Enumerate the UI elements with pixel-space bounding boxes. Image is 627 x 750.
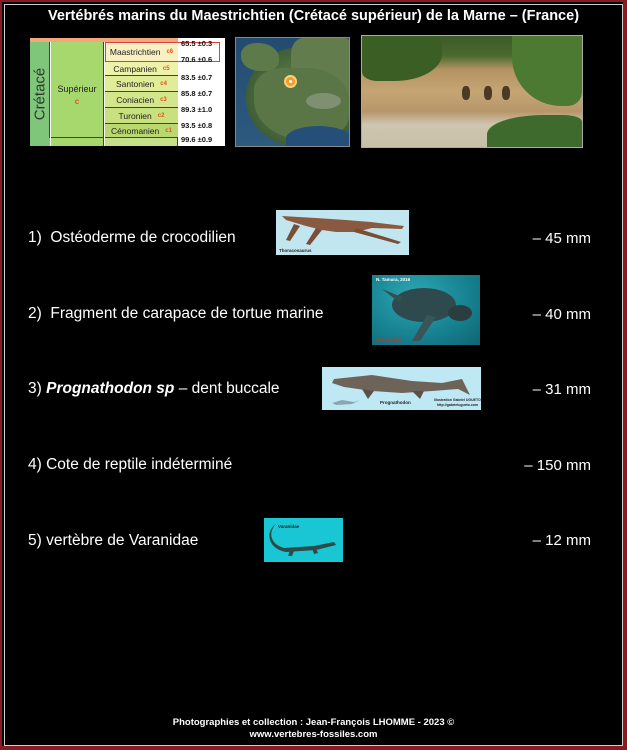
stage-code: c6 bbox=[166, 48, 174, 55]
item-text: – dent buccale bbox=[174, 380, 280, 397]
fossil-item-1-label bbox=[28, 229, 236, 247]
photo-cavity bbox=[462, 86, 470, 100]
location-marker-icon bbox=[284, 75, 297, 88]
thumb-credit: N. Tamura, 2016 bbox=[376, 277, 411, 282]
stage-code: c4 bbox=[160, 80, 167, 87]
item-number: 2) bbox=[28, 305, 42, 322]
fossil-item-3-label bbox=[28, 380, 280, 398]
stage-code: c5 bbox=[162, 65, 170, 72]
stage-label: Coniacien bbox=[116, 94, 155, 105]
age-value: 99.6 ±0.9 bbox=[181, 135, 213, 144]
age-value: 83.5 ±0.7 bbox=[181, 73, 213, 82]
item-text: Fragment de carapace de tortue marine bbox=[50, 305, 324, 322]
thumb-caption: Prognathodon bbox=[380, 400, 411, 405]
stratigraphic-table bbox=[30, 38, 225, 146]
stage-column-bottom bbox=[105, 138, 178, 146]
age-column bbox=[179, 38, 225, 146]
stage-label: Turonien bbox=[118, 110, 152, 121]
epoch-column bbox=[51, 42, 104, 138]
thumb-credit-url: http://gabrielugueto.com bbox=[437, 403, 479, 407]
stage-label: Campanien bbox=[113, 63, 157, 74]
stage-code: c2 bbox=[157, 112, 165, 119]
prognathodon-illustration bbox=[322, 367, 481, 410]
item-number: 4) bbox=[28, 456, 42, 473]
stage-label: Cénomanien bbox=[111, 125, 160, 136]
item-text: vertèbre de Varanidae bbox=[46, 532, 199, 549]
age-value: 85.8 ±0.7 bbox=[181, 89, 213, 98]
item-number: 3) bbox=[28, 380, 42, 397]
epoch-column-bottom bbox=[51, 138, 104, 146]
page-title: Vertébrés marins du Maestrichtien (Crétacé supérieur) de la Marne – (France) bbox=[47, 8, 580, 24]
stage-row bbox=[105, 76, 178, 92]
fossil-item-4-size: – 150 mm bbox=[524, 457, 591, 474]
turtle-icon bbox=[372, 275, 480, 345]
sea-turtle-illustration bbox=[372, 275, 480, 345]
fossil-item-2-size: – 40 mm bbox=[532, 306, 591, 323]
era-column bbox=[30, 42, 50, 146]
photo-foliage bbox=[362, 36, 442, 81]
epoch-code: c bbox=[74, 97, 80, 106]
item-text-italic: Prognathodon sp bbox=[46, 380, 175, 397]
age-value: 93.5 ±0.8 bbox=[181, 121, 213, 130]
thumb-credit: Illustration Gabriel UGUETO bbox=[434, 398, 481, 402]
stage-row bbox=[105, 108, 178, 124]
map-sea bbox=[286, 126, 350, 147]
fossil-item-5-size: – 12 mm bbox=[532, 532, 591, 549]
photo-foliage bbox=[512, 36, 582, 106]
thumb-caption: Thoracosaurus bbox=[279, 248, 312, 253]
fossil-item-1-size: – 45 mm bbox=[532, 230, 591, 247]
lizard-icon bbox=[264, 518, 343, 562]
varanidae-illustration bbox=[264, 518, 343, 562]
map-alps bbox=[306, 93, 341, 109]
thumb-caption: Varanidae bbox=[278, 524, 300, 529]
era-label: Crétacé bbox=[31, 67, 48, 121]
map-land-uk bbox=[241, 43, 279, 71]
item-text: Ostéoderme de crocodilien bbox=[50, 229, 236, 246]
era-column-bottom bbox=[30, 138, 50, 146]
age-value: 70.6 ±0.6 bbox=[181, 55, 213, 64]
outcrop-photo bbox=[361, 35, 583, 148]
frame-bottom-edge bbox=[0, 746, 627, 750]
photo-bush bbox=[487, 115, 582, 147]
stage-label: Maastrichtien bbox=[109, 46, 161, 57]
stage-row bbox=[105, 124, 178, 138]
fossil-item-5-label bbox=[28, 532, 198, 550]
item-number: 1) bbox=[28, 229, 42, 246]
thumb-caption: Allopleuron bbox=[376, 337, 401, 342]
epoch-label: Supérieur bbox=[57, 84, 97, 94]
fossil-item-4-label bbox=[28, 456, 232, 474]
stage-code: c3 bbox=[160, 96, 167, 103]
stage-label: Santonien bbox=[116, 78, 155, 89]
age-value: 65.5 ±0.3 bbox=[181, 39, 213, 48]
item-text: Cote de reptile indéterminé bbox=[46, 456, 233, 473]
location-map bbox=[235, 37, 350, 147]
frame-right-edge bbox=[623, 0, 627, 750]
stage-code: c1 bbox=[165, 127, 172, 134]
item-number: 5) bbox=[28, 532, 42, 549]
age-value: 89.3 ±1.0 bbox=[181, 105, 213, 114]
photo-cavity bbox=[484, 86, 492, 100]
thoracosaurus-illustration bbox=[276, 210, 409, 255]
stage-row bbox=[105, 92, 178, 108]
photo-cavity bbox=[502, 86, 510, 100]
footer-website-link[interactable]: www.vertebres-fossiles.com bbox=[249, 729, 378, 740]
footer-credits: Photographies et collection : Jean-François LHOMME - 2023 © bbox=[172, 717, 455, 728]
stage-row bbox=[105, 62, 178, 76]
fossil-item-2-label bbox=[28, 305, 324, 323]
fossil-item-3-size: – 31 mm bbox=[532, 381, 591, 398]
